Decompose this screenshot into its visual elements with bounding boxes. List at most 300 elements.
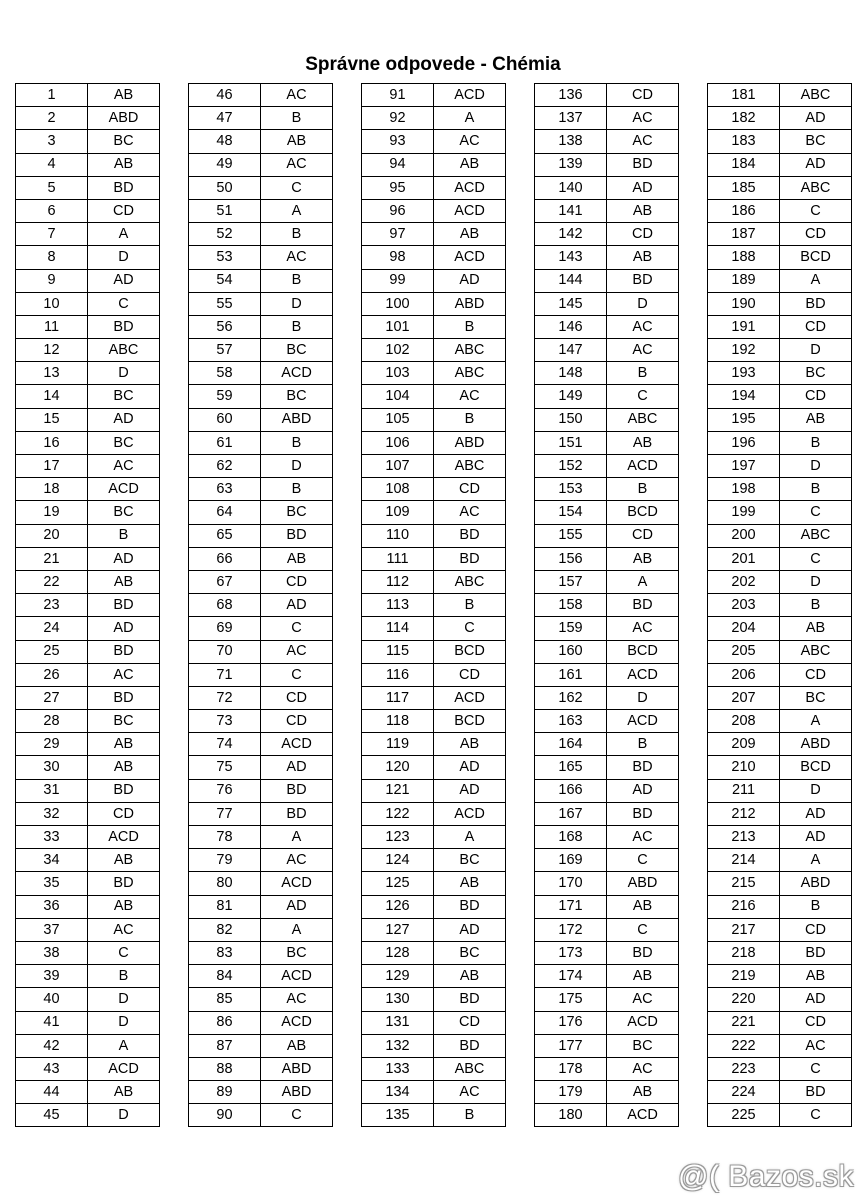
question-number: 194 [708,385,780,408]
answer-value: BD [88,176,160,199]
table-row [708,269,852,292]
question-number: 199 [708,501,780,524]
question-number: 16 [16,431,88,454]
answer-value: BD [780,1081,852,1104]
answer-value: BD [261,524,333,547]
table-row [535,362,679,385]
table-row [708,686,852,709]
answer-value: AB [434,153,506,176]
table-row [189,1081,333,1104]
table-row [535,431,679,454]
question-number: 56 [189,315,261,338]
answer-value: D [780,455,852,478]
table-row [535,478,679,501]
question-number: 31 [16,779,88,802]
table-row [189,478,333,501]
answer-value: AC [261,849,333,872]
table-row [16,570,160,593]
answer-value: ACD [261,733,333,756]
table-row [189,292,333,315]
question-number: 62 [189,455,261,478]
answer-value: AD [780,107,852,130]
table-row [16,872,160,895]
answer-value: AD [261,756,333,779]
answer-table-3 [361,83,506,1127]
answer-value: B [261,478,333,501]
answer-value: ACD [261,872,333,895]
question-number: 116 [362,663,434,686]
answer-value: AC [261,153,333,176]
table-row [189,408,333,431]
table-row [362,269,506,292]
question-number: 36 [16,895,88,918]
answer-value: AB [607,895,679,918]
answer-value: BD [88,640,160,663]
answer-value: BCD [607,640,679,663]
table-row [708,501,852,524]
table-row [708,895,852,918]
question-number: 171 [535,895,607,918]
table-row [16,1034,160,1057]
question-number: 220 [708,988,780,1011]
question-number: 135 [362,1104,434,1127]
table-row [708,640,852,663]
answer-value: ACD [607,1011,679,1034]
table-row [535,199,679,222]
question-number: 197 [708,455,780,478]
table-row [708,176,852,199]
answer-value: ABC [780,524,852,547]
question-number: 213 [708,826,780,849]
answer-value: AB [261,1034,333,1057]
question-number: 114 [362,617,434,640]
answer-value: AC [88,455,160,478]
answer-value: BC [261,339,333,362]
table-row [362,408,506,431]
question-number: 151 [535,431,607,454]
table-row [535,385,679,408]
table-row [535,1104,679,1127]
table-row [708,524,852,547]
table-row [16,895,160,918]
question-number: 129 [362,965,434,988]
answer-value: BC [261,385,333,408]
answer-value: AB [88,153,160,176]
answer-value: BD [607,756,679,779]
question-number: 204 [708,617,780,640]
table-row [535,153,679,176]
answer-value: AB [434,872,506,895]
question-number: 112 [362,570,434,593]
answer-value: AD [88,617,160,640]
question-number: 125 [362,872,434,895]
table-row [535,223,679,246]
table-row [535,733,679,756]
answer-value: CD [434,663,506,686]
question-number: 60 [189,408,261,431]
question-number: 80 [189,872,261,895]
question-number: 29 [16,733,88,756]
answer-value: AB [780,965,852,988]
question-number: 3 [16,130,88,153]
answer-value: C [780,1057,852,1080]
question-number: 9 [16,269,88,292]
question-number: 82 [189,918,261,941]
answer-value: BC [261,941,333,964]
question-number: 157 [535,570,607,593]
table-row [189,941,333,964]
answer-value: ACD [434,176,506,199]
question-number: 35 [16,872,88,895]
answer-value: BD [780,941,852,964]
answer-value: C [261,1104,333,1127]
table-row [362,1057,506,1080]
answer-value: D [607,686,679,709]
answer-value: AB [607,965,679,988]
answer-value: AD [434,269,506,292]
table-row [535,802,679,825]
table-row [362,246,506,269]
answer-value: ABD [261,1057,333,1080]
answer-value: B [434,408,506,431]
answer-value: AB [88,1081,160,1104]
question-number: 37 [16,918,88,941]
answer-value: BD [607,153,679,176]
answer-value: A [261,826,333,849]
question-number: 50 [189,176,261,199]
answer-value: D [88,362,160,385]
answer-value: B [434,594,506,617]
table-row [708,107,852,130]
question-number: 118 [362,710,434,733]
table-row [16,663,160,686]
answer-table-5 [707,83,852,1127]
table-row [362,617,506,640]
question-number: 133 [362,1057,434,1080]
answer-value: ABD [780,872,852,895]
answer-value: ACD [434,686,506,709]
answer-value: C [261,617,333,640]
table-row [189,153,333,176]
answer-value: BD [434,524,506,547]
answer-value: AB [261,547,333,570]
question-number: 78 [189,826,261,849]
question-number: 1 [16,84,88,107]
question-number: 144 [535,269,607,292]
question-number: 182 [708,107,780,130]
table-row [535,1057,679,1080]
table-row [708,779,852,802]
answer-value: D [780,570,852,593]
question-number: 147 [535,339,607,362]
question-number: 96 [362,199,434,222]
table-row [16,478,160,501]
answer-value: ACD [261,362,333,385]
question-number: 219 [708,965,780,988]
question-number: 75 [189,756,261,779]
answer-value: CD [261,710,333,733]
table-row [362,733,506,756]
question-number: 209 [708,733,780,756]
table-row [189,246,333,269]
table-row [708,710,852,733]
answer-value: D [261,292,333,315]
answer-value: D [88,246,160,269]
table-row [16,269,160,292]
question-number: 137 [535,107,607,130]
table-row [708,802,852,825]
table-row [189,223,333,246]
table-row [362,1081,506,1104]
answer-value: D [607,292,679,315]
question-number: 163 [535,710,607,733]
table-row [16,408,160,431]
answer-value: ABC [434,339,506,362]
answer-value: CD [780,1011,852,1034]
question-number: 110 [362,524,434,547]
question-number: 51 [189,199,261,222]
answer-value: ACD [88,1057,160,1080]
table-row [189,84,333,107]
answer-value: AD [434,756,506,779]
table-row [189,455,333,478]
table-row [708,362,852,385]
table-row [16,292,160,315]
question-number: 158 [535,594,607,617]
table-row [708,1057,852,1080]
table-row [16,1081,160,1104]
question-number: 120 [362,756,434,779]
table-row [708,570,852,593]
answer-value: BD [607,269,679,292]
question-number: 65 [189,524,261,547]
answer-value: AC [607,315,679,338]
question-number: 201 [708,547,780,570]
table-row [362,872,506,895]
watermark: @( Bazos.sk [678,1160,854,1193]
answer-value: C [780,199,852,222]
answer-value: CD [780,663,852,686]
table-row [362,223,506,246]
question-number: 217 [708,918,780,941]
answer-value: A [780,849,852,872]
answer-value: B [607,733,679,756]
answer-value: B [434,315,506,338]
table-row [16,849,160,872]
question-number: 222 [708,1034,780,1057]
answer-value: A [434,826,506,849]
question-number: 73 [189,710,261,733]
answer-value: ACD [607,663,679,686]
table-row [16,1104,160,1127]
answer-value: BD [434,1034,506,1057]
answer-value: B [88,524,160,547]
answer-value: BCD [434,640,506,663]
question-number: 4 [16,153,88,176]
question-number: 119 [362,733,434,756]
table-row [16,594,160,617]
question-number: 141 [535,199,607,222]
table-row [189,617,333,640]
question-number: 131 [362,1011,434,1034]
table-row [189,1034,333,1057]
question-number: 161 [535,663,607,686]
question-number: 61 [189,431,261,454]
table-row [535,779,679,802]
answer-value: ACD [434,246,506,269]
question-number: 214 [708,849,780,872]
question-number: 187 [708,223,780,246]
answer-value: BC [434,849,506,872]
answer-value: D [261,455,333,478]
answer-value: ABD [607,872,679,895]
answer-value: AC [607,988,679,1011]
answer-value: AD [607,176,679,199]
table-row [362,640,506,663]
answer-value: ACD [434,802,506,825]
question-number: 202 [708,570,780,593]
answer-value: AB [607,246,679,269]
question-number: 70 [189,640,261,663]
table-row [708,153,852,176]
answer-value: AC [780,1034,852,1057]
table-row [708,594,852,617]
answer-value: AD [780,988,852,1011]
question-number: 89 [189,1081,261,1104]
table-row [189,594,333,617]
question-number: 77 [189,802,261,825]
answer-value: AD [434,918,506,941]
answer-value: CD [780,385,852,408]
table-row [535,663,679,686]
question-number: 169 [535,849,607,872]
question-number: 59 [189,385,261,408]
question-number: 20 [16,524,88,547]
table-row [708,385,852,408]
answer-value: ABC [780,176,852,199]
table-row [535,988,679,1011]
answer-value: B [780,478,852,501]
answer-value: B [607,362,679,385]
answer-value: AC [434,130,506,153]
table-row [16,710,160,733]
answer-value: AD [780,802,852,825]
answer-value: ABC [88,339,160,362]
answer-value: BD [780,292,852,315]
table-row [189,756,333,779]
answer-value: B [607,478,679,501]
question-number: 172 [535,918,607,941]
answer-value: BC [88,431,160,454]
table-row [189,895,333,918]
question-number: 145 [535,292,607,315]
answer-value: AD [261,594,333,617]
question-number: 115 [362,640,434,663]
table-row [362,431,506,454]
question-number: 49 [189,153,261,176]
table-row [189,1057,333,1080]
table-row [16,107,160,130]
table-row [708,223,852,246]
answer-value: AC [607,1057,679,1080]
answer-value: D [780,339,852,362]
table-row [362,988,506,1011]
table-row [16,1011,160,1034]
question-number: 57 [189,339,261,362]
table-row [535,339,679,362]
question-number: 47 [189,107,261,130]
question-number: 207 [708,686,780,709]
question-number: 6 [16,199,88,222]
table-row [16,733,160,756]
question-number: 27 [16,686,88,709]
table-row [189,269,333,292]
answer-value: AD [607,779,679,802]
answer-value: CD [607,223,679,246]
answer-value: BC [88,385,160,408]
answer-value: D [88,988,160,1011]
question-number: 173 [535,941,607,964]
question-number: 41 [16,1011,88,1034]
answer-value: ABD [434,292,506,315]
answer-value: C [434,617,506,640]
answer-value: BCD [780,756,852,779]
table-row [708,246,852,269]
answer-value: AB [780,408,852,431]
table-row [16,455,160,478]
question-number: 5 [16,176,88,199]
question-number: 52 [189,223,261,246]
table-row [362,153,506,176]
table-row [189,872,333,895]
table-row [16,339,160,362]
answer-value: C [88,292,160,315]
question-number: 224 [708,1081,780,1104]
question-number: 162 [535,686,607,709]
answer-value: ABC [434,362,506,385]
question-number: 24 [16,617,88,640]
question-number: 184 [708,153,780,176]
table-row [708,199,852,222]
answer-value: C [88,941,160,964]
table-row [362,84,506,107]
question-number: 192 [708,339,780,362]
answer-value: AC [607,107,679,130]
answer-value: CD [607,84,679,107]
question-number: 223 [708,1057,780,1080]
question-number: 179 [535,1081,607,1104]
table-row [362,107,506,130]
table-row [16,362,160,385]
table-row [708,339,852,362]
table-row [16,965,160,988]
answer-value: BCD [607,501,679,524]
question-number: 105 [362,408,434,431]
table-row [362,686,506,709]
answer-value: BCD [434,710,506,733]
table-row [16,1057,160,1080]
question-number: 218 [708,941,780,964]
table-row [362,570,506,593]
answer-value: BD [434,547,506,570]
table-row [708,84,852,107]
answer-value: ABD [261,1081,333,1104]
table-row [16,640,160,663]
question-number: 210 [708,756,780,779]
table-row [189,547,333,570]
table-row [708,315,852,338]
answer-value: ACD [434,199,506,222]
